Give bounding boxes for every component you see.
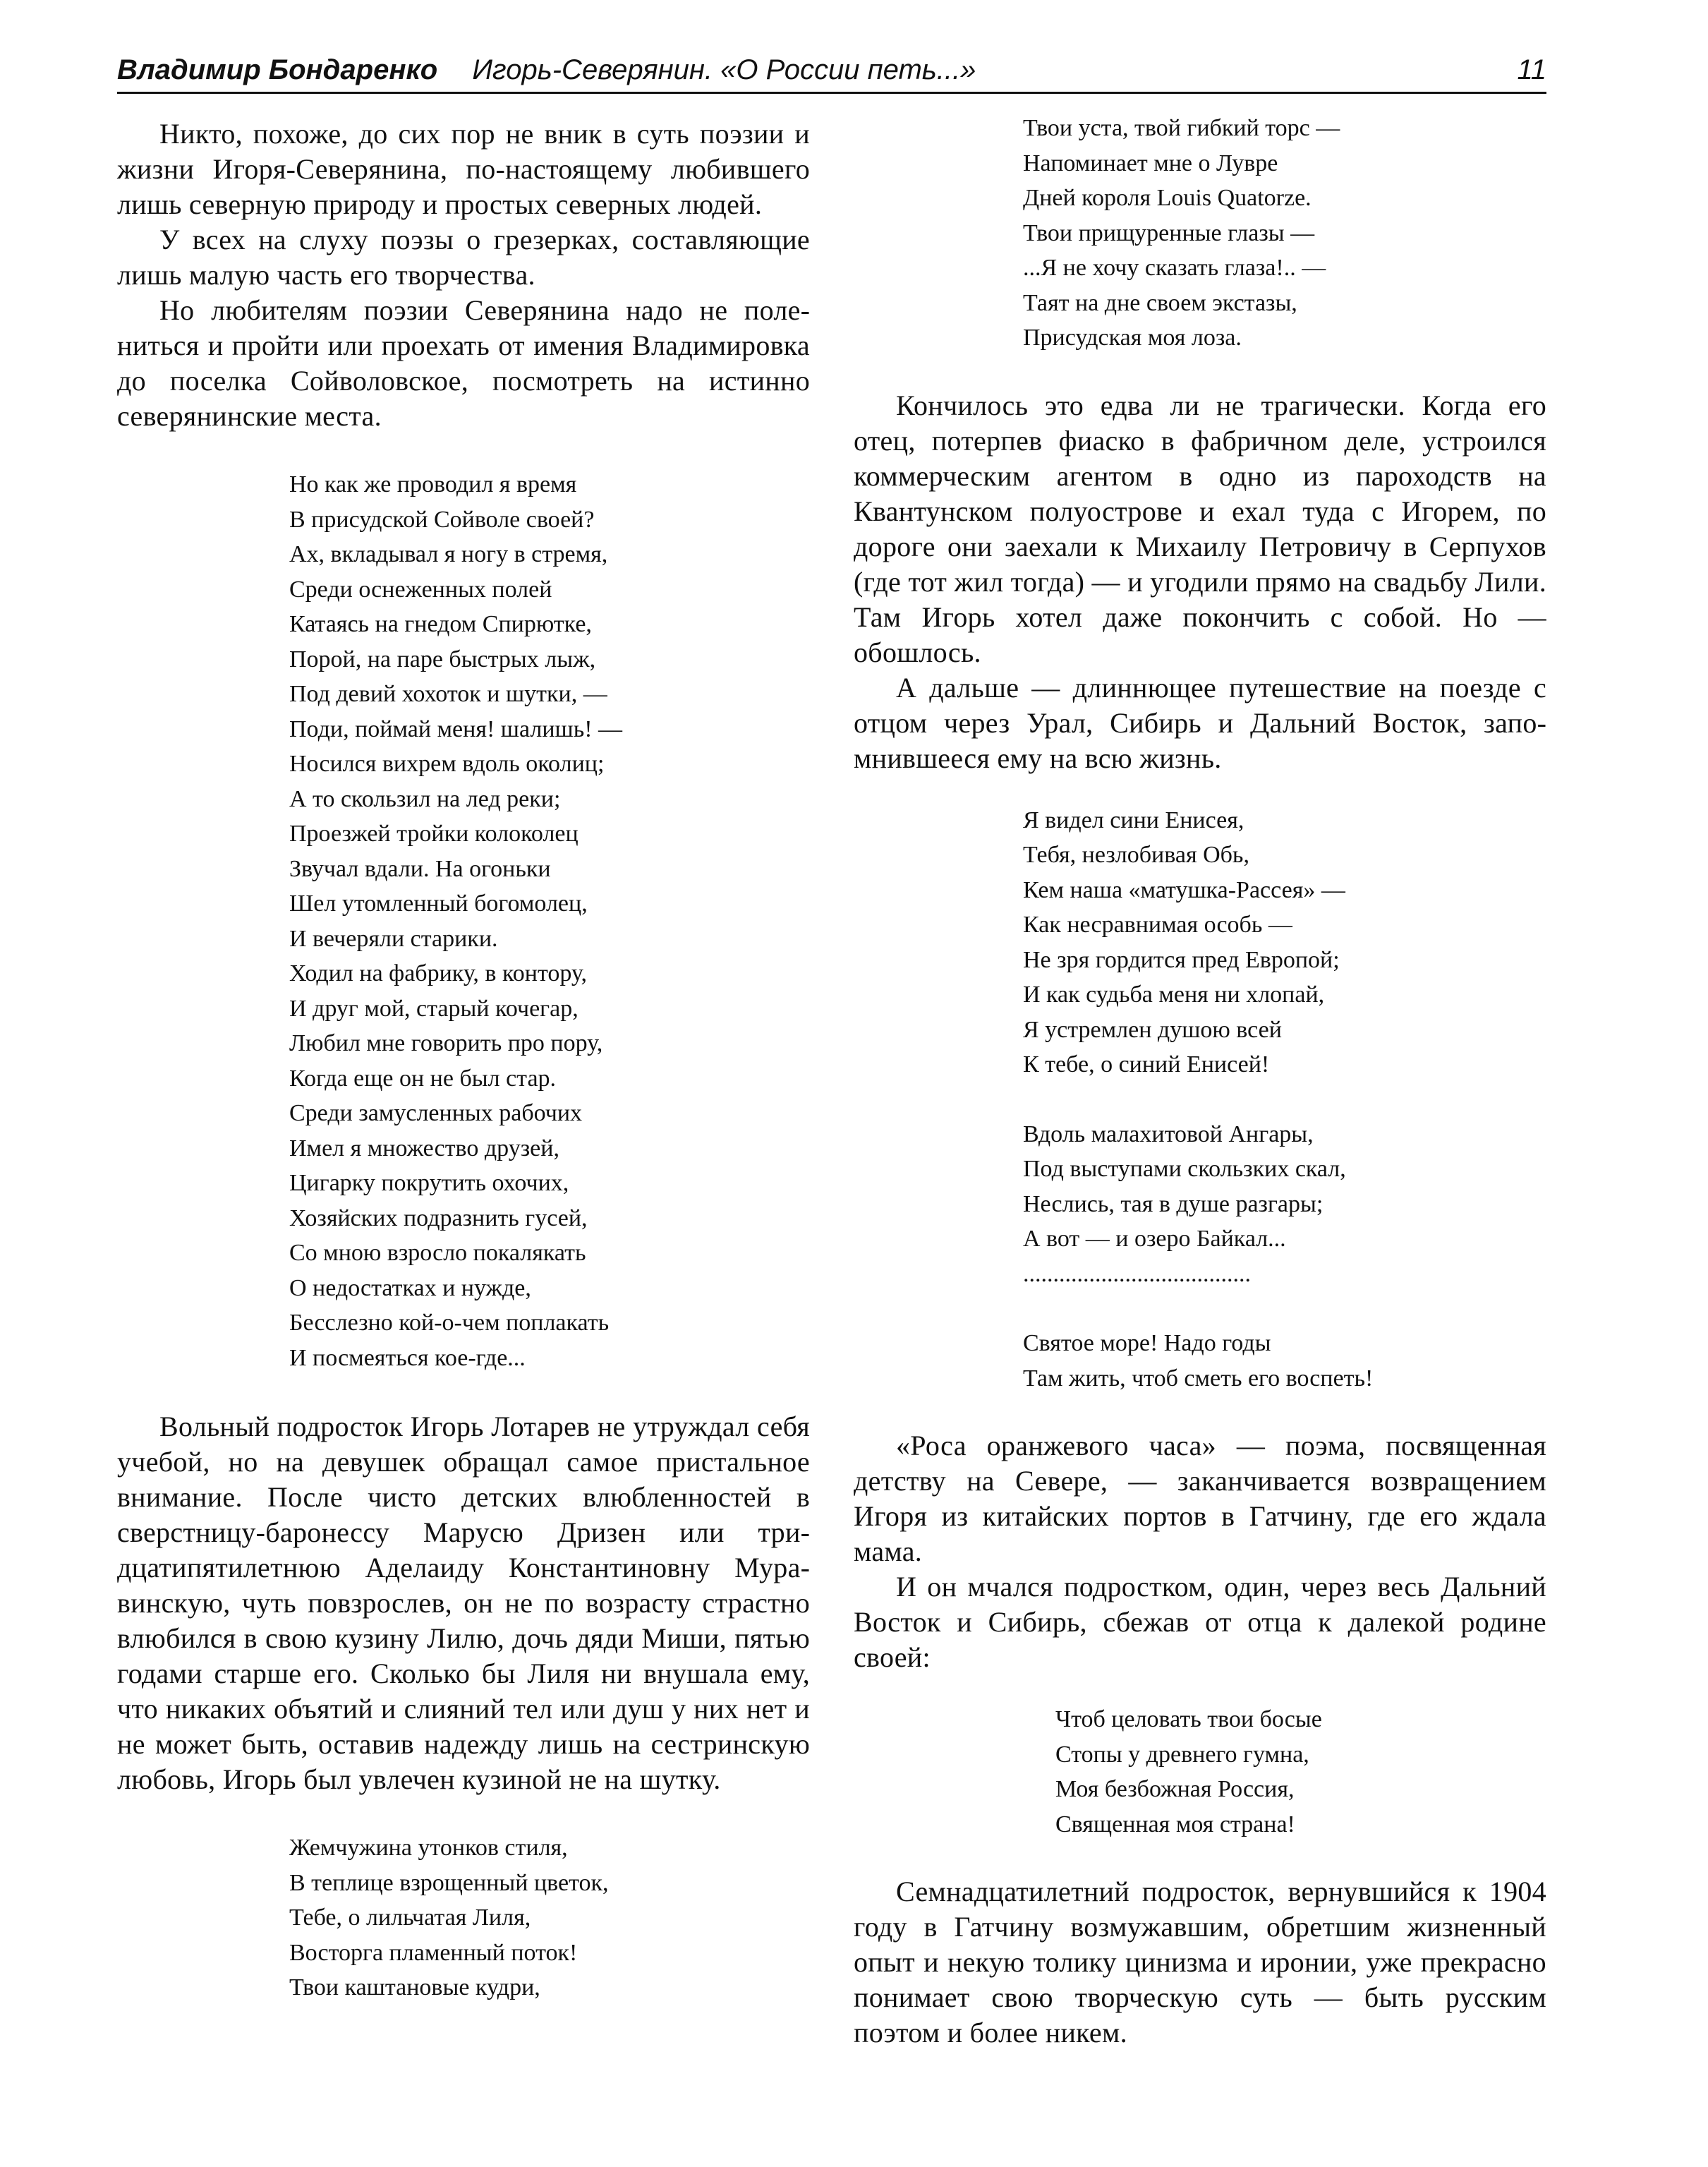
- running-header: [117, 49, 1546, 94]
- paragraph: И он мчался подростком, один, через весь Дальний Восток и Сибирь, сбежав от отца к далекой родине своей:: [854, 1571, 1546, 1673]
- poem-line: К тебе, о синий Енисей!: [1023, 1051, 1270, 1078]
- poem-stanza: [1023, 111, 1546, 356]
- poem-line: Я устремлен душою всей: [1023, 1016, 1282, 1043]
- poem-line: Жемчужина утонков стиля,: [289, 1835, 568, 1861]
- poem-line: Дней короля Louis Quatorze.: [1023, 185, 1312, 211]
- poem-line: Порой, на паре быстрых лыж,: [289, 646, 596, 672]
- poem-line: Святое море! Надо годы: [1023, 1330, 1271, 1356]
- right-column: [854, 116, 1546, 2051]
- poem-line: Как несравнимая особь —: [1023, 912, 1292, 938]
- poem-line: Твои каштановые кудри,: [289, 1974, 540, 2000]
- poem-line: Любил мне говорить про пору,: [289, 1030, 603, 1056]
- poem-line: Носился вихрем вдоль околиц;: [289, 751, 605, 777]
- paragraph: У всех на слуху поэзы о грезерках, составляющие лишь малую часть его творчества.: [117, 224, 810, 291]
- poem-stanza: [1055, 1702, 1546, 1842]
- poem-stanza: [1023, 1117, 1546, 1292]
- poem-line: Вдоль малахитовой Ангары,: [1023, 1121, 1314, 1147]
- poem-line: Не зря гордится пред Европой;: [1023, 946, 1340, 973]
- poem-line: Тебе, о лильчатая Лиля,: [289, 1905, 531, 1931]
- poem-line: Проезжей тройки колоколец: [289, 821, 579, 847]
- poem-line: Звучал вдали. На огоньки: [289, 855, 551, 882]
- poem-line: Имел я множество друзей,: [289, 1135, 559, 1161]
- poem-line: В теплице взрощенный цветок,: [289, 1869, 609, 1896]
- poem-line: Тебя, незлобивая Обь,: [1023, 842, 1249, 868]
- poem-line: Напоминает мне о Лувре: [1023, 150, 1278, 176]
- paragraph: Никто, похоже, до сих пор не вник в суть поэзии и жизни Игоря-Северянина, по-настоящему любившего лишь северную природу и простых северных людей.: [117, 118, 810, 220]
- poem-line: Чтоб целовать твои босые: [1055, 1706, 1322, 1732]
- poem-line: Бесслезно кой-о-чем поплакать: [289, 1310, 610, 1336]
- poem-line: ...Я не хочу сказать глаза!.. —: [1023, 255, 1326, 281]
- poem-line: Под выступами скользких скал,: [1023, 1156, 1346, 1182]
- poem-line: Среди замусленных рабочих: [289, 1100, 583, 1126]
- poem-line: Хозяйских подразнить гусей,: [289, 1205, 588, 1231]
- poem-line: И как судьба меня ни хлопай,: [1023, 982, 1325, 1008]
- poem-line: Когда еще он не был стар.: [289, 1065, 557, 1092]
- poem-line: ......................................: [1023, 1260, 1251, 1287]
- poem-line: Но как же проводил я время: [289, 471, 577, 497]
- poem-stanza: [1023, 803, 1546, 1082]
- paragraph: «Роса оранжевого часа» — поэма, посвященная детству на Севере, — заканчивается возвращением Игоря из китайских портов в Гатчину, где его ждала мама.: [854, 1430, 1546, 1567]
- poem-line: Со мною взросло покалякать: [289, 1240, 586, 1266]
- poem-line: И друг мой, старый кочегар,: [289, 995, 579, 1022]
- poem-line: Священная моя страна!: [1055, 1811, 1295, 1837]
- poem-line: Катаясь на гнедом Спирютке,: [289, 611, 592, 637]
- poem-line: Там жить, чтоб сметь его воспеть!: [1023, 1365, 1374, 1392]
- poem-line: Стопы у древнего гумна,: [1055, 1741, 1309, 1768]
- poem-line: А вот — и озеро Байкал...: [1023, 1226, 1286, 1252]
- paragraph: Кончилось это едва ли не трагически. Когда его отец, потерпев фиаско в фабричном деле, устроился коммерческим агентом в одно из пароходств на Квантунском полуострове и ехал туда с Игорем, по дороге они заехали к Михаилу Петровичу в Серпухов (где тот жил тогда) — и угодили прямо на свадьбу Лили. Там Игорь хотел даже покончить с собой. Но — обошлось.: [854, 389, 1547, 668]
- poem-line: И вечеряли старики.: [289, 925, 498, 952]
- poem-line: Моя безбожная Россия,: [1055, 1776, 1295, 1802]
- poem-line: Присудская моя лоза.: [1023, 325, 1242, 351]
- page-number: 11: [1517, 54, 1546, 85]
- paragraph: А дальше — длиннющее путешествие на поезде с отцом через Урал, Сибирь и Дальний Восток, запомнившееся ему на всю жизнь.: [854, 671, 1546, 774]
- header-title: Игорь-Северянин. «О России петь...»: [472, 54, 976, 85]
- poem-line: Под девий хохоток и шутки, —: [289, 681, 607, 707]
- poem-line: В присудской Сойволе своей?: [289, 506, 595, 533]
- poem-stanza: [289, 1830, 810, 2005]
- poem-line: Ходил на фабрику, в контору,: [289, 960, 588, 986]
- poem-stanza: [289, 467, 810, 1375]
- poem-line: А то скользил на лед реки;: [289, 785, 561, 812]
- poem-line: Поди, поймай меня! шалишь! —: [289, 716, 623, 742]
- paragraph: Семнадцатилетний подросток, вернувшийся к 1904 году в Гатчину возмужавшим, обретшим жизненный опыт и некую толику цинизма и иронии, уже прекрасно понимает свою творческую суть — быть русским поэтом и более никем.: [854, 1876, 1546, 2048]
- header-author: Владимир Бондаренко: [117, 54, 438, 85]
- poem-line: О недостатках и нужде,: [289, 1274, 531, 1301]
- poem-stanza: [1023, 1326, 1546, 1396]
- paragraph: Но любителям поэзии Северянина надо не полениться и пройти или проехать от имения Владимировка до поселка Сойволовское, посмотреть на истинно северянинские места.: [117, 294, 810, 432]
- poem-line: Среди оснеженных полей: [289, 576, 552, 603]
- paragraph: Вольный подросток Игорь Лотарев не утруждал себя учебой, но на девушек обращал самое пристальное внимание. После чисто детских влюбленностей в сверстницу-баронессу Марусю Дризен или тридцатипятилетнюю Аделаиду Константиновну Муравинскую, чуть повзрослев, он не по возрасту страстно влюбился в свою кузину Лилю, дочь дяди Миши, пятью годами старше его. Сколько бы Лиля ни внушала ему, что никаких объятий и слияний тел или душ у них нет и не может быть, оставив надежду лишь на сестринскую любовь, Игорь был увлечен кузиной не на шутку.: [117, 1411, 810, 1795]
- poem-line: Шел утомленный богомолец,: [289, 891, 588, 917]
- poem-line: Ах, вкладывал я ногу в стремя,: [289, 541, 608, 567]
- poem-line: Неслись, тая в душе разгары;: [1023, 1190, 1324, 1217]
- left-column: [117, 116, 810, 2005]
- poem-line: Твои уста, твой гибкий торс —: [1023, 115, 1340, 141]
- poem-line: Цигарку покрутить охочих,: [289, 1170, 569, 1196]
- poem-line: Кем наша «матушка-Рассея» —: [1023, 876, 1345, 903]
- poem-line: Я видел сини Енисея,: [1023, 807, 1244, 833]
- poem-line: Твои прищуренные глазы —: [1023, 219, 1315, 246]
- poem-line: Восторга пламенный поток!: [289, 1939, 578, 1966]
- poem-line: Таят на дне своем экстазы,: [1023, 289, 1297, 316]
- poem-line: И посмеяться кое-где...: [289, 1344, 526, 1371]
